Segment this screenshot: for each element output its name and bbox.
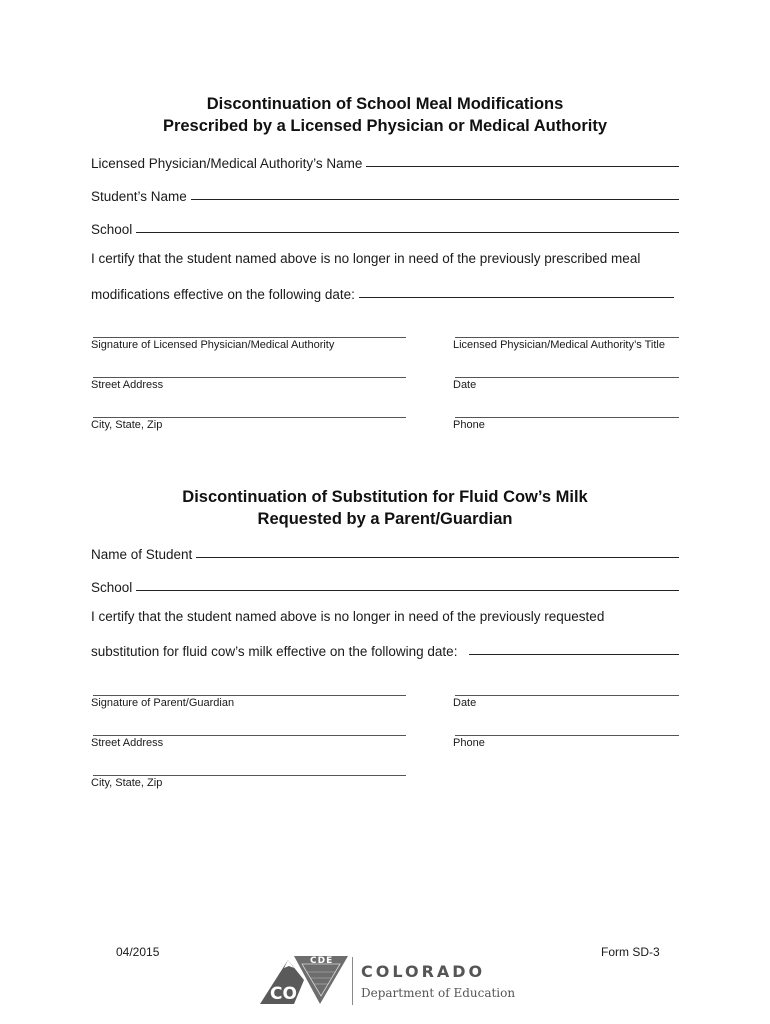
student-name-label: Student’s Name <box>91 189 187 204</box>
logo-department-text: Department of Education <box>361 986 516 1000</box>
date-label: Date <box>453 379 477 391</box>
section1-title-line2: Prescribed by a Licensed Physician or Medical Authority <box>162 117 608 135</box>
street-address-label-2: Street Address <box>91 737 164 749</box>
street-address-label: Street Address <box>91 379 164 391</box>
school-label: School <box>91 222 133 237</box>
section2-title-line1: Discontinuation of Substitution for Fluid Cow’s Milk <box>182 488 588 506</box>
cde-logo-mark <box>258 954 350 1006</box>
certify-text-line1-2: I certify that the student named above is no longer in need of the previously requested <box>91 609 605 624</box>
certify-text-line1: I certify that the student named above is no longer in need of the previously prescribed meal <box>91 251 641 266</box>
school-line[interactable] <box>136 231 679 233</box>
street-address-line-2[interactable] <box>93 735 406 736</box>
school-line-2[interactable] <box>136 589 679 591</box>
physician-name-line[interactable] <box>366 165 679 167</box>
date-line[interactable] <box>455 377 679 378</box>
physician-signature-label: Signature of Licensed Physician/Medical Authority <box>91 339 335 351</box>
city-state-zip-line[interactable] <box>93 417 406 418</box>
city-state-zip-line-2[interactable] <box>93 775 406 776</box>
revision-date: 04/2015 <box>116 945 160 959</box>
effective-date-line[interactable] <box>359 296 674 298</box>
physician-title-line[interactable] <box>455 337 679 338</box>
student-name-line[interactable] <box>191 198 679 200</box>
school-label-2: School <box>91 580 133 595</box>
street-address-line[interactable] <box>93 377 406 378</box>
physician-signature-line[interactable] <box>93 337 406 338</box>
effective-date-label: modifications effective on the following date: <box>91 287 355 302</box>
physician-title-label: Licensed Physician/Medical Authority’s Title <box>453 339 665 351</box>
city-state-zip-label: City, State, Zip <box>91 419 163 431</box>
effective-date-field-2[interactable] <box>91 637 679 659</box>
physician-name-field[interactable] <box>91 149 679 171</box>
student-name-field[interactable] <box>91 182 679 204</box>
logo-cde-text: CDE <box>310 956 334 966</box>
physician-name-label: Licensed Physician/Medical Authority’s Name <box>91 156 363 171</box>
school-field-2[interactable] <box>91 573 679 595</box>
phone-line-2[interactable] <box>455 735 679 736</box>
city-state-zip-label-2: City, State, Zip <box>91 777 163 789</box>
phone-label: Phone <box>453 419 485 431</box>
student-name-line-2[interactable] <box>196 556 679 558</box>
date-line-2[interactable] <box>455 695 679 696</box>
parent-signature-line[interactable] <box>93 695 406 696</box>
date-label-2: Date <box>453 697 477 709</box>
phone-line[interactable] <box>455 417 679 418</box>
phone-label-2: Phone <box>453 737 485 749</box>
school-field[interactable] <box>91 215 679 237</box>
logo-divider <box>352 957 353 1005</box>
form-id: Form SD-3 <box>601 945 660 959</box>
effective-date-line-2[interactable] <box>469 653 679 655</box>
logo-co-text: CO <box>270 984 297 1004</box>
logo-colorado-text: COLORADO <box>361 962 486 981</box>
effective-date-field[interactable] <box>91 280 674 302</box>
student-name-label-2: Name of Student <box>91 547 193 562</box>
student-name-field-2[interactable] <box>91 540 679 562</box>
section2-title-line2: Requested by a Parent/Guardian <box>257 510 513 528</box>
effective-date-label-2: substitution for fluid cow’s milk effective on the following date: <box>91 644 458 659</box>
parent-signature-label: Signature of Parent/Guardian <box>91 697 235 709</box>
section1-title-line1: Discontinuation of School Meal Modifications <box>206 95 564 113</box>
